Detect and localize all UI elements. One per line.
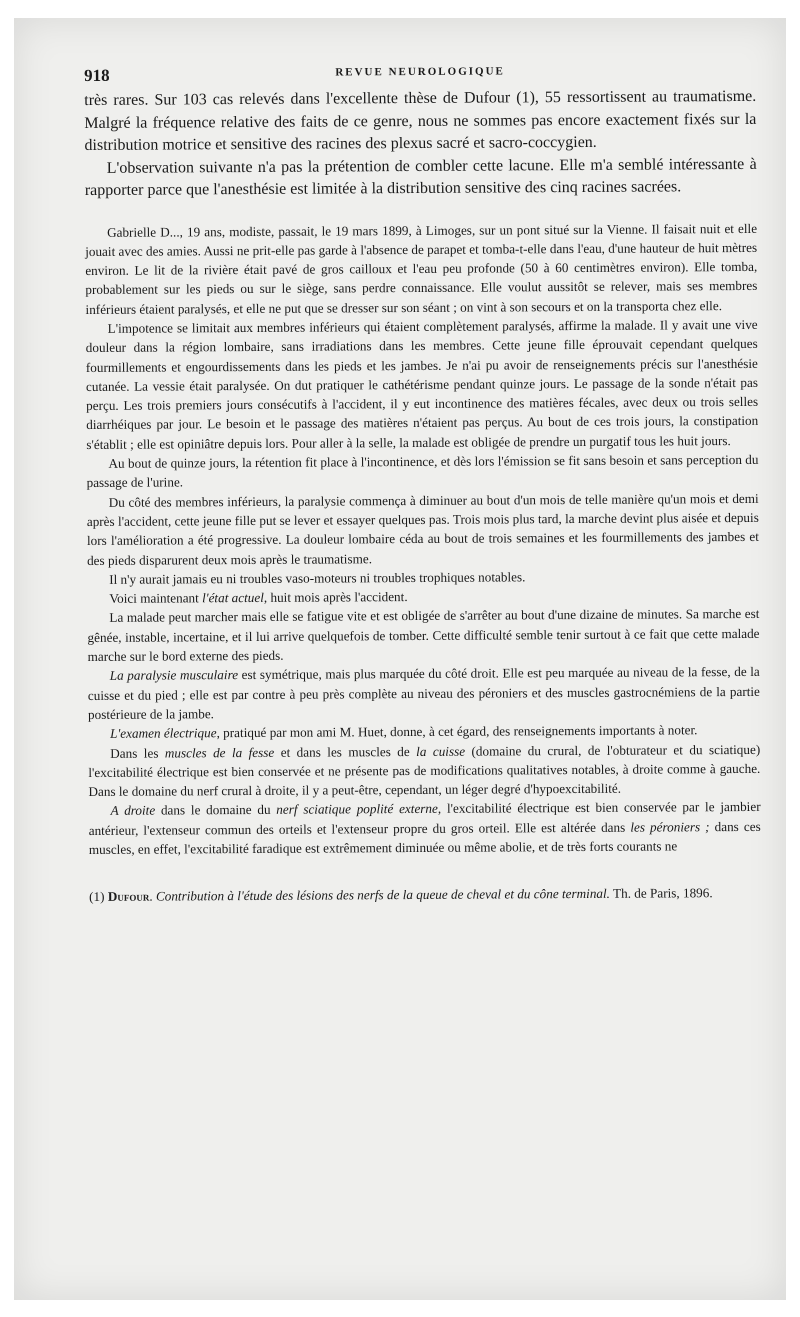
observation-paragraph-4: Du côté des membres inférieurs, la paralysie commença à diminuer au bout d'un mois de telle manière qu'un mois et demi après l'accident, cette jeune fille put se lever et essayer quelques pas. Trois mois plus tard, la marche devint plus aisée et depuis lors l'amélioration a été progressive. La douleur lombaire céda au bout de trois semaines et les fourmillements des jambes et des pieds disparurent deux mois après le traumatisme. (86, 490, 759, 568)
footnote-text (89, 883, 761, 906)
text-run: est symétrique, mais plus marquée du côté droit. Elle est peu marquée au niveau de la fesse, de la cuisse et du pied ; elle est par contre à peu près complète au niveau des péroniers et des muscles gastrocnémiens de la partie postérieure de la jambe. (87, 664, 760, 722)
journal-title: REVUE NEUROLOGIQUE (335, 65, 505, 79)
text-run: Dans les (110, 745, 165, 761)
observation-paragraph-3: Au bout de quinze jours, la rétention fit place à l'incontinence, et dès lors l'émission se fit sans besoin et sans perception du passage de l'urine. (86, 451, 759, 491)
italic-term: la cuisse (416, 743, 466, 759)
text-run: , huit mois après l'accident. (263, 589, 408, 606)
observation-paragraph-7: La malade peut marcher mais elle se fatigue vite et est obligée de s'arrêter au bout d'une dizaine de minutes. Sa marche est gênée, instable, incertaine, et il lui arrive quelquefois de tomber. Cette difficulté semble tenir surtout à ce fait que cette malade marche sur le bord externe des pieds. (87, 606, 760, 665)
footnote (89, 883, 761, 906)
italic-term: A droite (110, 802, 156, 819)
running-head (84, 56, 756, 90)
italic-term: l'état actuel (202, 590, 264, 606)
document-page (84, 56, 761, 907)
text-run: dans le domaine du (155, 802, 277, 818)
text-run: et dans les muscles de (274, 743, 417, 760)
observation-paragraph-11 (89, 797, 761, 859)
text-run: dans ces muscles, en effet, l'excitabilité faradique est extrêmement diminuée ou même abolie, et de très forts courants ne (88, 818, 761, 857)
intro-paragraph-2: L'observation suivante n'a pas la prétention de combler cette lacune. Elle m'a semblé intéressante à rapporter parce que l'anesthésie est limitée à la distribution sensitive des cinq racines sacrées. (84, 155, 757, 199)
text-run: (domaine du crural, de l'obturateur et du sciatique) l'excitabilité électrique est bien conservée et ne présente pas de modifications qualitatives notables, à droite comme à gauche. Dans le domaine du nerf crural à droite, il y a peut-être, cependant, un léger degré d'hypoexcitabilité. (88, 741, 761, 800)
italic-term: nerf sciatique poplité externe (276, 801, 438, 818)
text-run: Voici maintenant (109, 590, 203, 606)
observation-paragraph-8 (88, 662, 760, 724)
page-number: 918 (84, 65, 110, 85)
text-run: , pratiqué par mon ami M. Huet, donne, à cet égard, des renseignements importants à noter. (216, 722, 698, 741)
italic-term: muscles de la fesse (164, 744, 275, 761)
observation-paragraph-10 (88, 739, 760, 801)
case-observation (85, 218, 761, 859)
footnote-reference: Th. de Paris, 1896. (609, 885, 713, 902)
text-run: , l'excitabilité électrique est bien conservée par le jambier antérieur, l'extenseur commun des orteils et l'extenseur propre du gros orteil. Elle est altérée dans (88, 799, 761, 838)
text-run: . (149, 888, 156, 904)
italic-term: La paralysie musculaire (109, 667, 239, 684)
italic-term: les péroniers ; (630, 818, 710, 835)
observation-paragraph-2: L'impotence se limitait aux membres inférieurs qui étaient complètement paralysés, affirme la malade. Il y avait une vive douleur dans la région lombaire, sans irradiations dans les membres. Cette jeune fille éprouvait cependant quelques fourmillements et engourdissements dans les pieds et les jambes. Je n'ai pu avoir de renseignements précis sur l'anesthésie cutanée. La vessie était paralysée. On dut pratiquer le cathétérisme pendant quinze jours. Le passage de la sonde n'était pas perçu. Les trois premiers jours consécutifs à l'accident, il y eut incontinence des matières fécales, avec deux ou trois selles diarrhéiques par jour. Le besoin et le passage des matières n'étaient pas perçus. Au bout de ces trois jours, la constipation s'établit ; elle est opiniâtre depuis lors. Pour aller à la selle, la malade est obligée de prendre un purgatif tous les huit jours. (85, 316, 759, 452)
introduction (84, 86, 757, 203)
italic-term: L'examen électrique (110, 725, 217, 742)
observation-paragraph-5: Il n'y aurait jamais eu ni troubles vaso-moteurs ni troubles trophiques notables. (109, 569, 526, 587)
footnote-marker: (1) (89, 889, 108, 905)
footnote-title: Contribution à l'étude des lésions des nerfs de la queue de cheval et du cône terminal. (155, 886, 611, 904)
observation-paragraph-1: Gabrielle D..., 19 ans, modiste, passait, le 19 mars 1899, à Limoges, sur un pont situé sur la Vienne. Il faisait nuit et elle jouait avec des amies. Aussi ne prit-elle pas garde à l'absence de parapet et tomba-t-elle dans l'eau, d'une hauteur de huit mètres environ. Le lit de la rivière était pavé de gros cailloux et l'eau peu profonde (50 à 60 centimètres environ). Elle tomba, probablement sur les pieds ou sur le siège, sans perdre connaissance. Elle voulut aussitôt se relever, mais ses membres inférieurs étaient paralysés, et elle ne put que se dresser sur son séant ; on vint à son secours et on la transporta chez elle. (85, 220, 758, 317)
intro-paragraph-1: très rares. Sur 103 cas relevés dans l'excellente thèse de Dufour (1), 55 ressortissent au traumatisme. Malgré la fréquence relative des faits de ce genre, nous ne sommes pas encore exactement fixés sur la distribution motrice et sensitive des racines des plexus sacré et sacro-coccygien. (84, 87, 757, 154)
footnote-author: Dufour (107, 888, 150, 905)
